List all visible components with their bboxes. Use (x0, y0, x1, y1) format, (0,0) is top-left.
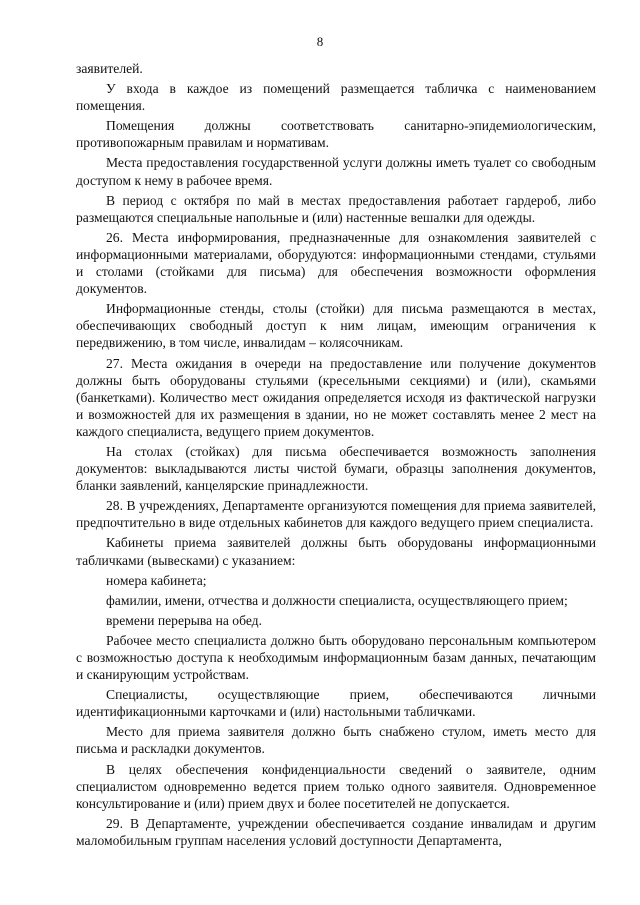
paragraph-item-29: 29. В Департаменте, учреждении обеспечивается создание инвалидам и другим маломобильным группам населения условий доступности Департамента, (76, 815, 596, 848)
paragraph-office-signs: Кабинеты приема заявителей должны быть оборудованы информационными табличками (вывесками) с указанием: (76, 535, 596, 568)
paragraph-id-cards: Специалисты, осуществляющие прием, обеспечиваются личными идентификационными карточками и (или) настольными табличками. (76, 687, 596, 720)
list-item-room-number: номера кабинета; (106, 572, 207, 588)
paragraph-confidentiality: В целях обеспечения конфиденциальности сведений о заявителе, одним специалистом одновременно ведется прием только одного заявителя. Одновременное консультирование и (или) прием двух и более посетителей не допускается. (76, 761, 596, 811)
paragraph-item-26: 26. Места информирования, предназначенные для ознакомления заявителей с информационными материалами, оборудуются: информационными стендами, стульями и столами (стойками для письма) для обеспечения возможности оформления документов. (76, 229, 596, 297)
list-item-specialist-name: фамилии, имени, отчества и должности специалиста, осуществляющего прием; (106, 592, 568, 608)
paragraph-info-stands: Информационные стенды, столы (стойки) для письма размещаются в местах, обеспечивающих свободный доступ к ним лицам, имеющим ограничения к передвижению, в том числе, инвалидам – колясочникам. (76, 301, 596, 351)
paragraph-wardrobe: В период с октября по май в местах предоставления работает гардероб, либо размещаются специальные напольные и (или) настенные вешалки для одежды. (76, 192, 596, 225)
paragraph-item-28: 28. В учреждениях, Департаменте организуются помещения для приема заявителей, предпочтительно в виде отдельных кабинетов для каждого ведущего прием специалиста. (76, 498, 596, 531)
list-item-lunch-break: времени перерыва на обед. (106, 612, 262, 628)
paragraph-toilet: Места предоставления государственной услуги должны иметь туалет со свободным доступом к нему в рабочее время. (76, 155, 596, 188)
paragraph-writing-tables: На столах (стойках) для письма обеспечивается возможность заполнения документов: выкладываются листы чистой бумаги, образцы заполнения документов, бланки заявлений, канцелярские принадлежности. (76, 443, 596, 494)
paragraph-applicant-seat: Место для приема заявителя должно быть снабжено стулом, иметь место для письма и раскладки документов. (76, 724, 596, 757)
paragraph-workplace: Рабочее место специалиста должно быть оборудовано персональным компьютером с возможностью доступа к необходимым информационным базам данных, печатающим и сканирующим устройствам. (76, 632, 596, 683)
page-number: 8 (316, 34, 324, 49)
paragraph-entrance-sign: У входа в каждое из помещений размещается табличка с наименованием помещения. (76, 81, 596, 114)
paragraph-continuation: заявителей. (76, 61, 143, 76)
paragraph-sanitary-rules: Помещения должны соответствовать санитарно-эпидемиологическим, противопожарным правилам и нормативам. (76, 118, 596, 151)
document-body (76, 60, 596, 849)
paragraph-item-27: 27. Места ожидания в очереди на предоставление или получение документов должны быть оборудованы стульями (кресельными секциями) и (или), скамьями (банкетками). Количество мест ожидания определяется исходя из фактической нагрузки и возможностей для их размещения в здании, но не может составлять менее 2 мест на каждого специалиста, ведущего прием документов. (76, 355, 596, 439)
